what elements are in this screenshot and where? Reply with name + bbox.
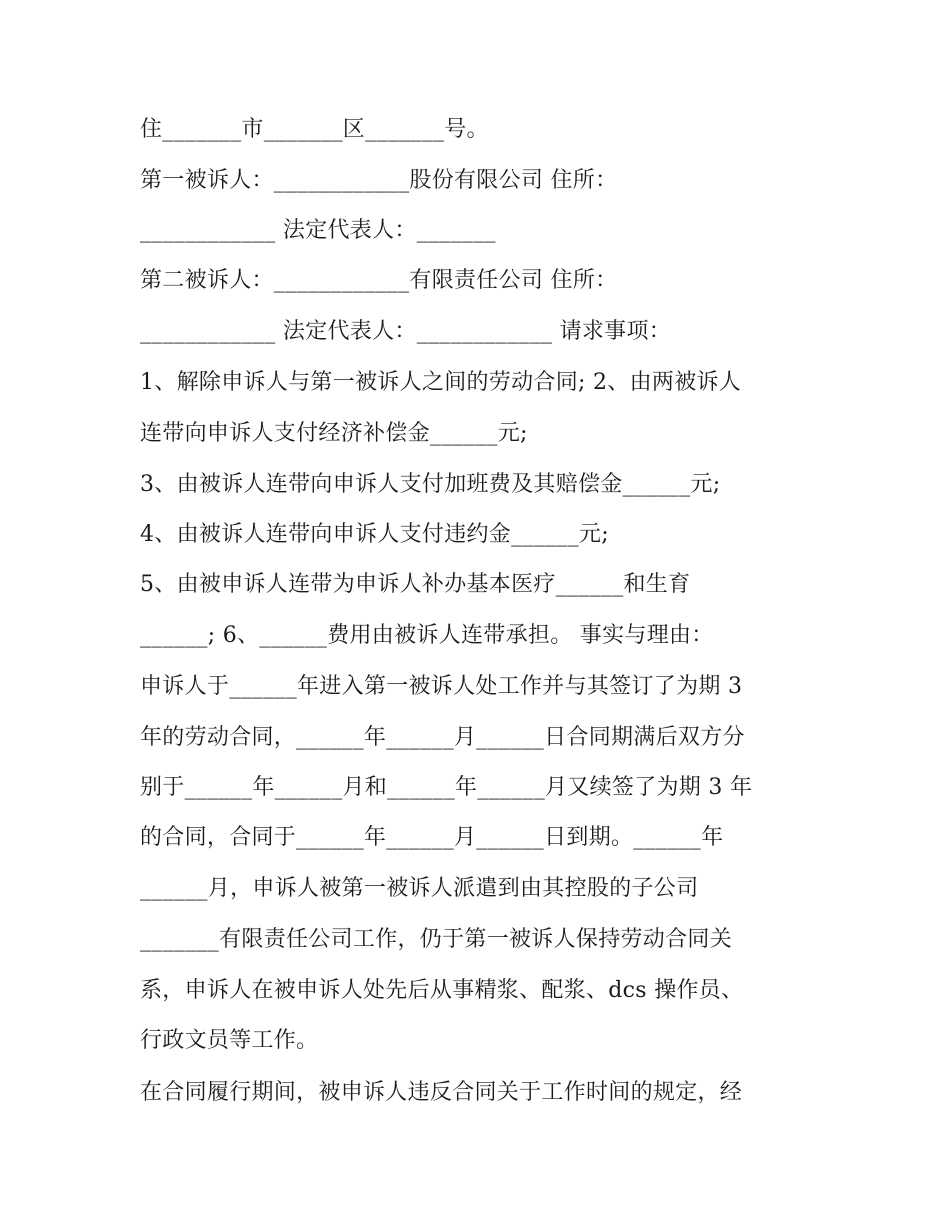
text-line-facts-4: 的合同，合同于______年______月______日到期。______年 <box>140 825 724 850</box>
text-line-facts-6: _______有限责任公司工作，仍于第一被诉人保持劳动合同关 <box>140 927 733 952</box>
text-line-facts-8: 行政文员等工作。 <box>140 1028 319 1053</box>
text-line-facts-3: 别于______年______月和______年______月又续签了为期 3 年 <box>140 775 753 800</box>
text-line-claim-1-2: 1、解除申诉人与第一被诉人之间的劳动合同; 2、由两被诉人 <box>140 370 742 395</box>
text-line-second-respondent: 第二被诉人：____________有限责任公司 住所： <box>140 268 618 293</box>
text-line-facts-7: 系，申诉人在被申诉人处先后从事精浆、配浆、dcs 操作员、 <box>140 978 744 1003</box>
text-line-facts-5: ______月，申诉人被第一被诉人派遣到由其控股的子公司 <box>140 876 699 901</box>
text-line-facts-2: 年的劳动合同，______年______月______日合同期满后双方分 <box>140 725 745 750</box>
text-line-claim-5: 5、由被申诉人连带为申诉人补办基本医疗______和生育 <box>140 572 691 597</box>
text-line-contract-period: 在合同履行期间，被申诉人违反合同关于工作时间的规定，经 <box>140 1080 743 1105</box>
text-line-first-respondent: 第一被诉人：____________股份有限公司 住所： <box>140 168 618 193</box>
text-line-claim-2-cont: 连带向申诉人支付经济补偿金______元; <box>140 421 528 446</box>
text-line-second-respondent-rep: ____________ 法定代表人：____________ 请求事项： <box>140 319 672 344</box>
text-line-claim-3: 3、由被诉人连带向申诉人支付加班费及其赔偿金______元; <box>140 472 721 497</box>
text-line-first-respondent-rep: ____________ 法定代表人：_______ <box>140 218 496 243</box>
text-line-address: 住_______市_______区_______号。 <box>140 117 489 142</box>
text-line-facts-1: 申诉人于______年进入第一被诉人处工作并与其签订了为期 3 <box>140 674 743 699</box>
text-line-claim-6: ______; 6、______费用由被诉人连带承担。 事实与理由： <box>140 623 714 648</box>
text-line-claim-4: 4、由被诉人连带向申诉人支付违约金______元; <box>140 522 609 547</box>
